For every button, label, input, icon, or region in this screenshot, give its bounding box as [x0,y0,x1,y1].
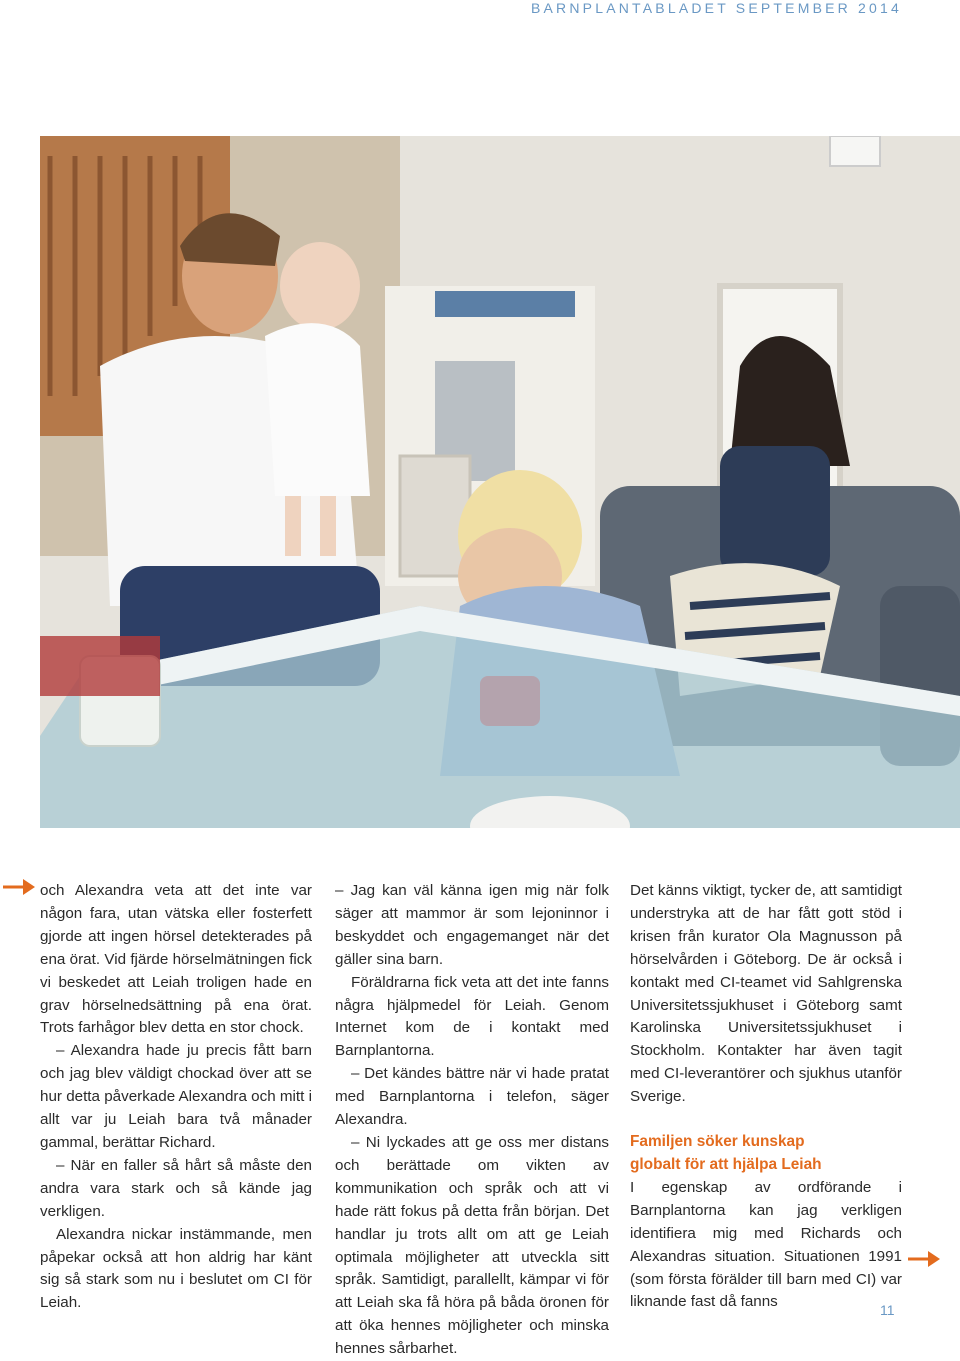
text-column-3 [630,880,902,1314]
section-subheading [630,1131,902,1177]
continued-from-arrow-icon [3,878,35,896]
paragraph: – När en faller så hårt så måste den andra vara stark och så kände jag verkligen. [40,1156,312,1220]
paragraph: – Alexandra hade ju precis fått barn och jag blev väldigt chockad över att se hur detta påverkade Alexandra och mitt i allt var ju Leiah bara två månader gammal, berättar Richard. [40,1042,312,1151]
text-column-1 [40,880,312,1315]
paragraph: Alexandra nickar instämmande, men påpekar också att hon aldrig har känt sig så stark som nu i beslutet om CI för Leiah. [40,1225,312,1312]
subheading-line-1: Familjen söker kunskap [630,1133,805,1151]
family-photo [40,136,960,828]
subheading-line-2: globalt för att hjälpa Leiah [630,1155,822,1173]
paragraph: – Det kändes bättre när vi hade pratat med Barnplantorna i telefon, säger Alexandra. [335,1065,609,1129]
text-column-2 [335,880,609,1361]
paragraph: och Alexandra veta att det inte var någon fara, utan vätska eller fosterfett gjorde att ingen hörsel detekterades på ena örat. Vid fjärde hörselmätningen fick vi beskedet att Leiah troligen hade en grav hörselnedsättning på ena örat. Trots farhågor blev detta en stor chock. [40,882,312,1037]
continued-arrow-icon [908,1250,940,1268]
paragraph: I egenskap av ordförande i Barnplantorna kan jag verkligen identifiera mig med Richards och Alexandras situation. Situationen 1991 (som första förälder till barn med CI) var liknande fast då fanns [630,1178,902,1311]
paragraph: Föräldrarna fick veta att det inte fanns några hjälpmedel för Leiah. Genom Internet kom de i kontakt med Barnplantorna. [335,973,609,1060]
paragraph: – Ni lyckades att ge oss mer distans och berättade om vikten av kommunikation och språk och att vi hade rätt fokus på detta från början. Det handlar ju trots allt om att ge Leiah optimala möjligheter att utveckla sitt språk. Samtidigt, parallellt, kämpar vi för att Leiah ska få höra på båda öronen för att öka hennes möjligheter och minska hennes sårbarhet. [335,1133,609,1358]
running-header: BARNPLANTABLADET SEPTEMBER 2014 [530,0,902,16]
paragraph: Det känns viktigt, tycker de, att samtidigt understryka att de har fått gott stöd i krisen från kurator Ola Magnusson på hörselvården i Göteborg. De är också i kontakt med CI-teamet vid Sahlgrenska Universitetssjukhuset i Göteborg samt Karolinska Universitetssjukhuset i Stockholm. Kontakter har även tagit med CI-leverantörer och sjukhus utanför Sverige. [630,882,902,1106]
paragraph: – Jag kan väl känna igen mig när folk säger att mammor är som lejoninnor i beskyddet och engagemanget när det gäller sina barn. [335,882,609,968]
page-number: 11 [880,1302,895,1318]
